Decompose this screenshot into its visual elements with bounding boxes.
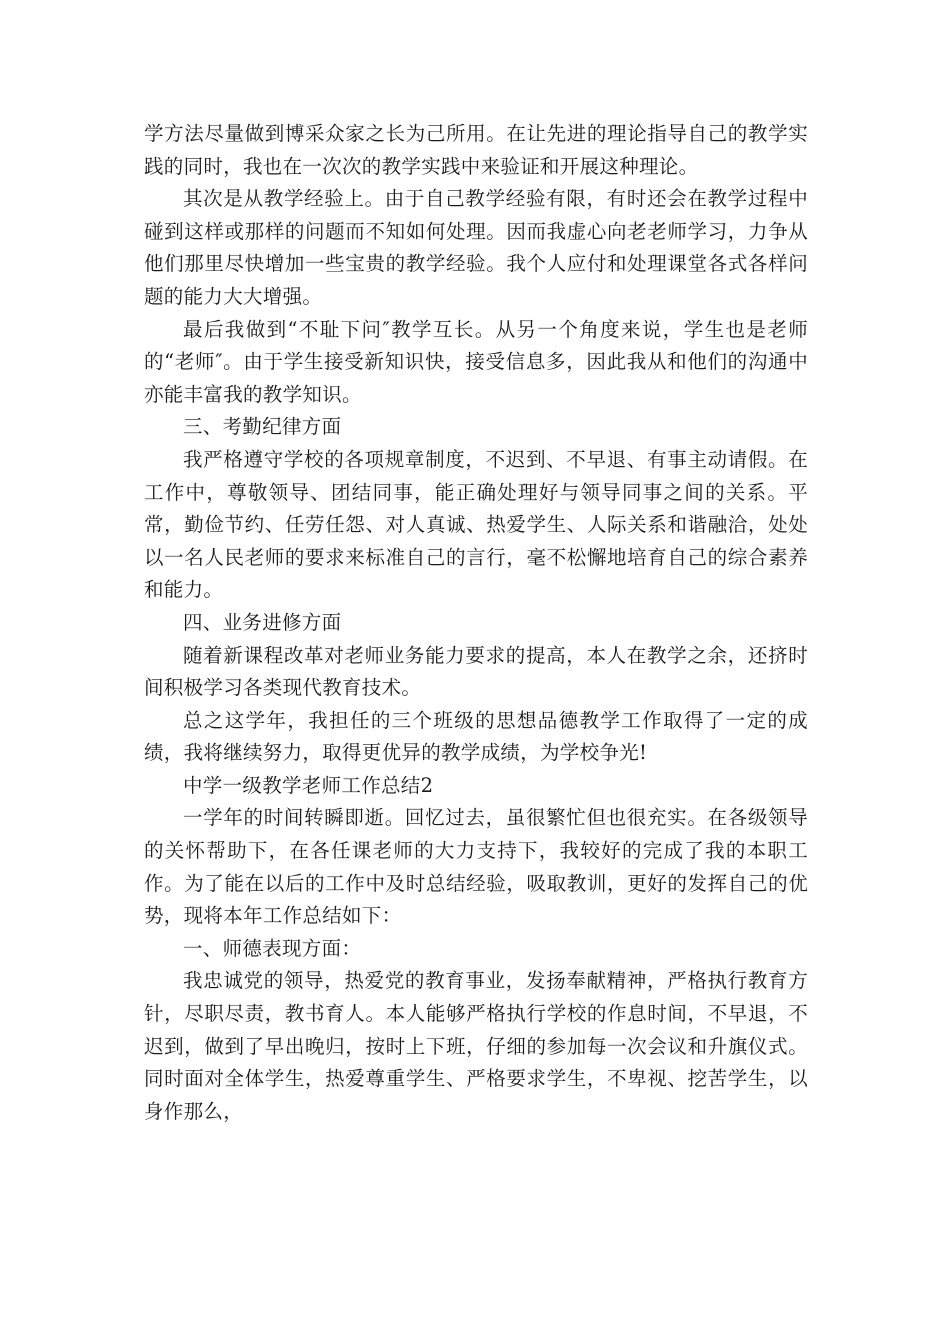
document-subtitle: 中学一级教学老师工作总结2 <box>183 773 434 797</box>
paragraph-teaching-experience: 其次是从教学经验上。由于自己教学经验有限，有时还会在教学过程中碰到这样或那样的问题而不知如何处理。因而我虚心向老老师学习，力争从他们那里尽快增加一些宝贵的教学经验。我个人应付和处理课堂各式各样问题的能力大大增强。 <box>144 187 808 308</box>
paragraph-introduction: 一学年的时间转瞬即逝。回忆过去，虽很繁忙但也很充实。在各级领导的关怀帮助下，在各任课老师的大力支持下，我较好的完成了我的本职工作。为了能在以后的工作中及时总结经验，吸取教训，更好的发挥自己的优势，现将本年工作总结如下： <box>144 806 808 928</box>
section-heading-ethics: 一、师德表现方面： <box>183 936 362 960</box>
paragraph-conclusion: 总之这学年，我担任的三个班级的思想品德教学工作取得了一定的成绩，我将继续努力，取得更优异的教学成绩，为学校争光! <box>144 708 808 765</box>
section-heading-professional-development: 四、业务进修方面 <box>183 610 342 634</box>
paragraph-attendance: 我严格遵守学校的各项规章制度，不迟到、不早退、有事主动请假。在工作中，尊敬领导、团结同事，能正确处理好与领导同事之间的关系。平常，勤俭节约、任劳任怨、对人真诚、热爱学生、人际关系和谐融洽，处处以一名人民老师的要求来标准自己的言行，毫不松懈地培育自己的综合素养和能力。 <box>144 447 808 602</box>
paragraph-ethics: 我忠诚党的领导，热爱党的教育事业，发扬奉献精神，严格执行教育方针，尽职尽责，教书育人。本人能够严格执行学校的作息时间，不早退，不迟到，做到了早出晚归，按时上下班，仔细的参加每一次会议和升旗仪式。同时面对全体学生，热爱尊重学生、严格要求学生，不卑视、挖苦学生，以身作那么， <box>144 969 808 1123</box>
section-heading-attendance: 三、考勤纪律方面 <box>183 415 342 439</box>
paragraph-continuation: 学方法尽量做到博采众家之长为己所用。在让先进的理论指导自己的教学实践的同时，我也在一次次的教学实践中来验证和开展这种理论。 <box>144 122 808 178</box>
paragraph-professional-development: 随着新课程改革对老师业务能力要求的提高，本人在教学之余，还挤时间积极学习各类现代教育技术。 <box>144 643 808 700</box>
document-page <box>144 118 808 1128</box>
paragraph-learning-from-students: 最后我做到“不耻下问″教学互长。从另一个角度来说，学生也是老师的“老师″。由于学生接受新知识快，接受信息多，因此我从和他们的沟通中亦能丰富我的教学知识。 <box>144 317 808 406</box>
